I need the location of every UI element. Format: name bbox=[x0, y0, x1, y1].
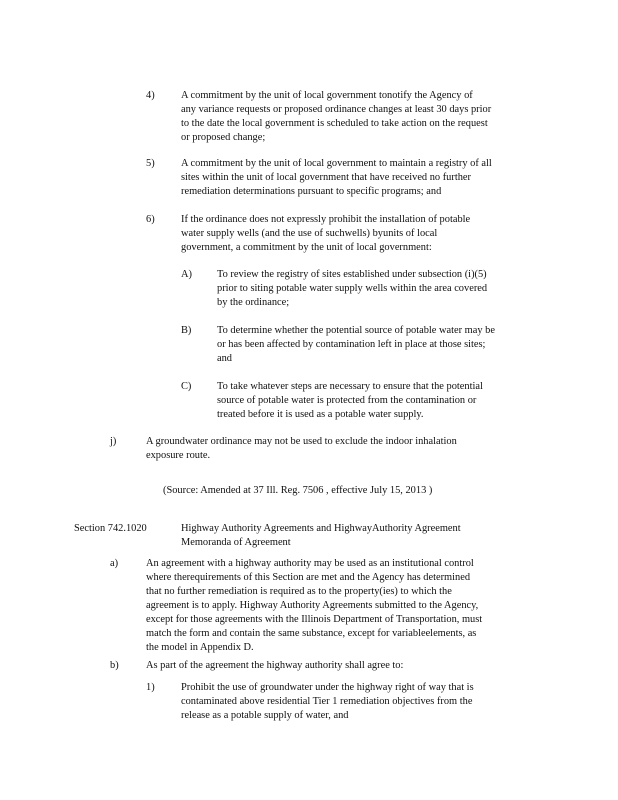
item-text: To determine whether the potential source of potable water may be or has been affected by contamination left in place at those sites; and bbox=[217, 325, 495, 364]
item-number: 4) bbox=[146, 90, 155, 101]
item-text: If the ordinance does not expressly prohibit the installation of potable water supply wells (and the use of suchwells) byunits of local government, a commitment by the unit of local government: bbox=[181, 214, 471, 253]
section-title: Highway Authority Agreements and HighwayAuthority Agreement Memoranda of Agreement bbox=[181, 523, 461, 548]
item-text: An agreement with a highway authority may be used as an institutional control where therequirements of this Section are met and the Agency has determined that no further remediation is required as to the property(ies) to which the agreement is to apply. Highway Authority Agreements submitted to the Agency, except for those agreements with the Illinois Department of Transportation, must match the form and contain the same substance, except for variableelements, as the model in Appendix D. bbox=[146, 558, 483, 653]
item-number: 1) bbox=[146, 682, 155, 693]
item-text: To review the registry of sites established under subsection (i)(5) prior to siting potable water supply wells within the area covered by the ordinance; bbox=[217, 269, 488, 308]
item-text: A groundwater ordinance may not be used to exclude the indoor inhalation exposure route. bbox=[146, 436, 457, 461]
item-number: B) bbox=[181, 325, 192, 336]
item-text: To take whatever steps are necessary to ensure that the potential source of potable water is protected from the contamination or treated before it is used as a potable water supply. bbox=[217, 381, 483, 420]
item-number: 5) bbox=[146, 158, 155, 169]
item-number: b) bbox=[110, 660, 119, 671]
item-text: A commitment by the unit of local government tonotify the Agency of any variance requests or proposed ordinance changes at least 30 days prior to the date the local government is scheduled to take action on the request or proposed change; bbox=[181, 90, 492, 143]
item-text: As part of the agreement the highway authority shall agree to: bbox=[146, 660, 404, 671]
item-number: C) bbox=[181, 381, 192, 392]
item-number: 6) bbox=[146, 214, 155, 225]
item-number: a) bbox=[110, 558, 119, 569]
item-number: j) bbox=[110, 436, 117, 447]
item-number: A) bbox=[181, 269, 192, 280]
source-note: (Source: Amended at 37 Ill. Reg. 7506 , effective July 15, 2013 ) bbox=[163, 485, 433, 496]
item-text: Prohibit the use of groundwater under the highway right of way that is contaminated above residential Tier 1 remediation objectives from the release as a potable supply of water, and bbox=[181, 682, 474, 721]
item-text: A commitment by the unit of local government to maintain a registry of all sites within the unit of local government that have received no further remediation determinations pursuant to specific programs; and bbox=[181, 158, 492, 197]
section-label: Section 742.1020 bbox=[74, 523, 147, 534]
